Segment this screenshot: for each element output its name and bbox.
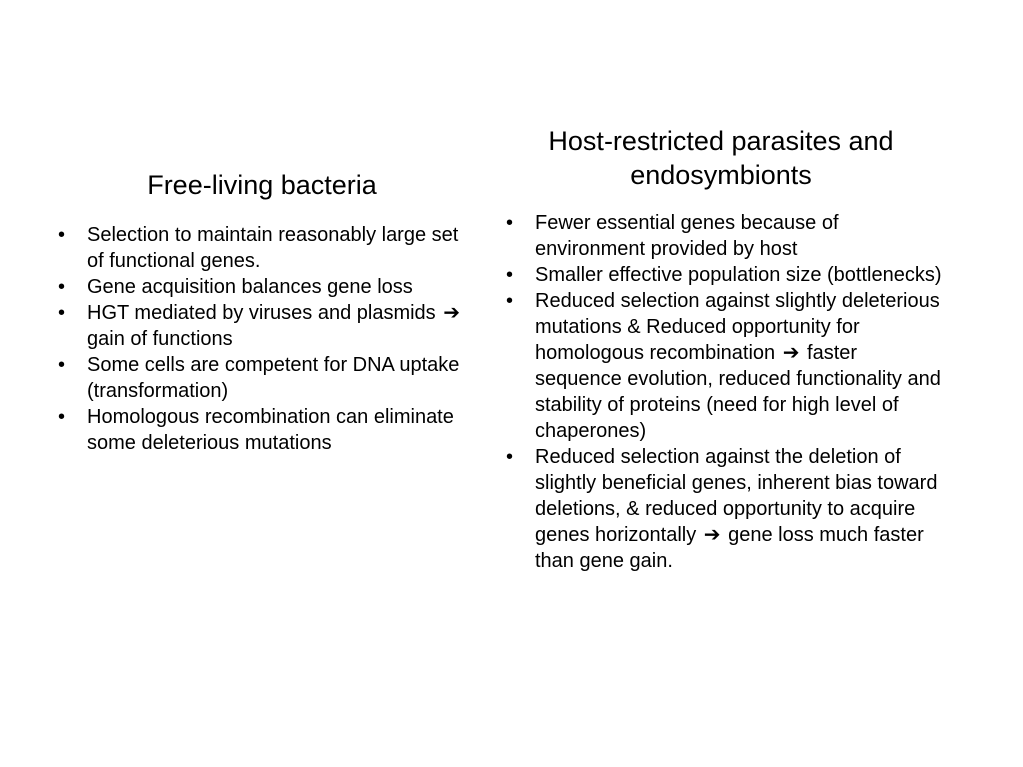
free-living-bullet-list xyxy=(58,222,476,456)
bullet-icon: • xyxy=(58,224,66,246)
host-restricted-column xyxy=(506,124,946,574)
list-item xyxy=(58,352,476,404)
list-item xyxy=(58,222,476,274)
bullet-text: Homologous recombination can eliminate some deleterious mutations xyxy=(87,406,454,454)
bullet-text: Smaller effective population size (bottlenecks) xyxy=(535,264,942,286)
bullet-text: Reduced selection against the deletion of slightly beneficial genes, inherent bias toward deletions, & reduced opportunity to acquire genes horizontally xyxy=(535,446,938,546)
bullet-text-continued: gene loss much faster than gene gain. xyxy=(535,524,924,572)
list-item xyxy=(58,404,476,456)
list-item xyxy=(506,288,946,444)
host-restricted-bullet-list xyxy=(506,210,946,574)
bullet-text-continued: faster sequence evolution, reduced functionality and stability of proteins (need for high level of chaperones) xyxy=(535,342,941,442)
bullet-text: Selection to maintain reasonably large set of functional genes. xyxy=(87,224,459,272)
free-living-title: Free-living bacteria xyxy=(147,170,377,200)
bullet-text: Gene acquisition balances gene loss xyxy=(87,276,413,298)
bullet-text: Some cells are competent for DNA uptake (transformation) xyxy=(87,354,460,402)
bullet-icon: • xyxy=(506,290,514,312)
bullet-text: Fewer essential genes because of environment provided by host xyxy=(535,212,839,260)
list-item xyxy=(58,300,476,352)
bullet-icon: • xyxy=(58,406,66,428)
bullet-icon: • xyxy=(506,264,514,286)
bullet-icon: • xyxy=(58,354,66,376)
host-restricted-title: Host-restricted parasites and endosymbionts xyxy=(548,126,894,190)
list-item xyxy=(506,444,946,574)
list-item xyxy=(506,262,946,288)
arrow-right-icon: ➔ xyxy=(443,300,460,324)
bullet-icon: • xyxy=(58,302,66,324)
arrow-right-icon: ➔ xyxy=(782,340,800,364)
arrow-right-icon: ➔ xyxy=(703,522,721,546)
bullet-text-continued: gain of functions xyxy=(87,328,233,350)
bullet-text: HGT mediated by viruses and plasmids xyxy=(87,302,442,324)
bullet-icon: • xyxy=(506,446,514,468)
list-item xyxy=(58,274,476,300)
list-item xyxy=(506,210,946,262)
bullet-text: Reduced selection against slightly deleterious mutations & Reduced opportunity for homologous recombination xyxy=(535,290,940,364)
bullet-icon: • xyxy=(506,212,514,234)
bullet-icon: • xyxy=(58,276,66,298)
free-living-column xyxy=(58,168,476,456)
